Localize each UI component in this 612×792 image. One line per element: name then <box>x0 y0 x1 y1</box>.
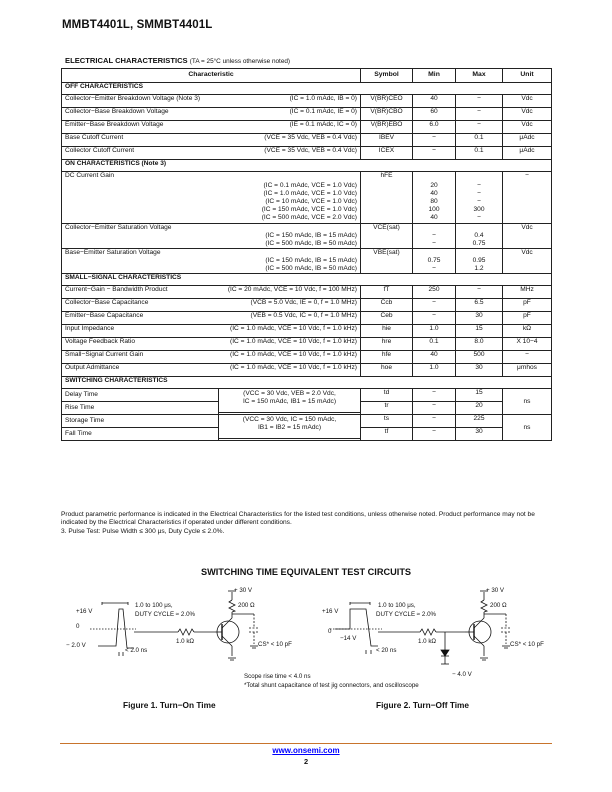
min-value: − <box>432 264 436 272</box>
symbol-cell: hFE <box>361 172 413 224</box>
max-value: 0.4 <box>474 231 484 239</box>
test-condition: (IC = 10 mAdc, VCE = 1.0 Vdc) <box>265 198 357 206</box>
fig2-collector-resistor <box>481 600 487 612</box>
min-cell: − <box>413 312 456 325</box>
fig2-pulse-width: 1.0 to 100 μs, <box>378 602 416 609</box>
min-cell: 40 <box>413 351 456 364</box>
test-condition: (IC = 500 mAdc, IB = 50 mAdc) <box>265 239 357 247</box>
unit-cell: pF <box>503 299 552 312</box>
symbol-cell: V(BR)CEO <box>361 95 413 108</box>
test-condition: (IC = 500 mAdc, IB = 50 mAdc) <box>265 265 357 273</box>
figure-2-labels <box>322 587 544 678</box>
test-condition: (IE = 0.1 mAdc, IC = 0) <box>289 121 357 128</box>
min-cell: − <box>413 415 456 428</box>
fig2-vcc: + 30 V <box>486 587 505 594</box>
min-cell: − <box>413 134 456 147</box>
symbol-cell: V(BR)EBO <box>361 121 413 134</box>
figure-1-labels <box>66 587 419 689</box>
fig1-cs: CS* < 10 pF <box>258 641 292 648</box>
unit-cell: kΩ <box>503 325 552 338</box>
symbol-cell: fT <box>361 286 413 299</box>
symbol-cell: tf <box>361 428 413 441</box>
unit-cell: μmhos <box>503 364 552 377</box>
test-condition: (IC = 1.0 mAdc, VCE = 1.0 Vdc) <box>263 190 357 198</box>
max-cell: − <box>456 108 503 121</box>
test-condition: (IC = 500 mAdc, VCE = 2.0 Vdc) <box>261 214 357 222</box>
test-condition: (IC = 1.0 mAdc, VCE = 10 Vdc, f = 1.0 kHz) <box>230 364 357 372</box>
unit-cell: Vdc <box>503 248 552 273</box>
max-cell: 15 <box>456 325 503 338</box>
symbol-cell: hoe <box>361 364 413 377</box>
test-condition: (IC = 150 mAdc, IB = 15 mAdc) <box>265 256 357 264</box>
fig2-cs: CS* < 10 pF <box>510 641 544 648</box>
characteristic-name: Storage Time <box>65 417 105 425</box>
symbol-cell: VBE(sat) <box>361 248 413 273</box>
section-on-label: ON CHARACTERISTICS (Note 3) <box>62 160 552 172</box>
characteristic-name: Base−Emitter Saturation Voltage <box>65 248 161 256</box>
unit-cell: Vdc <box>503 95 552 108</box>
fig2-fall: < 20 ns <box>376 647 397 654</box>
test-condition: (IC = 150 mAdc, IB = 15 mAdc) <box>265 231 357 239</box>
symbol-cell: ICEX <box>361 147 413 160</box>
min-cell: − <box>413 147 456 160</box>
max-value: − <box>477 190 481 198</box>
switching-condition-text <box>219 390 360 413</box>
characteristic-name: Emitter−Base Capacitance <box>65 312 144 320</box>
fig2-v-high: +16 V <box>322 608 339 615</box>
max-cell: 500 <box>456 351 503 364</box>
min-cell: 60 <box>413 108 456 121</box>
unit-cell: Vdc <box>503 223 552 248</box>
symbol-cell: hie <box>361 325 413 338</box>
max-value: − <box>477 182 481 189</box>
col-max: Max <box>456 69 503 83</box>
characteristic-name: Voltage Feedback Ratio <box>65 338 136 346</box>
symbol-cell: td <box>361 389 413 402</box>
max-cell: 6.5 <box>456 299 503 312</box>
footer-rule <box>60 743 552 744</box>
max-value: 0.95 <box>472 256 486 264</box>
fig1-base-resistor <box>178 629 194 635</box>
fig1-collector-resistor <box>229 600 235 612</box>
max-cell: 0.1 <box>456 134 503 147</box>
min-value: − <box>432 231 436 239</box>
figure-2-caption: Figure 2. Turn−Off Time <box>376 700 470 710</box>
characteristic-name: DC Current Gain <box>65 172 115 179</box>
unit-cell: X 10−4 <box>503 338 552 351</box>
characteristic-name: Emitter−Base Breakdown Voltage <box>65 121 164 128</box>
symbol-cell: hfe <box>361 351 413 364</box>
fig1-pulse-width: 1.0 to 100 μs, <box>135 602 173 609</box>
min-cell: 40 <box>413 95 456 108</box>
symbol-cell: V(BR)CBO <box>361 108 413 121</box>
fig1-rise: < 2.0 ns <box>125 647 148 654</box>
unit-cell: ns <box>503 389 552 415</box>
test-condition: (VCB = 5.0 Vdc, IE = 0, f = 1.0 MHz) <box>250 299 357 307</box>
symbol-cell: tr <box>361 402 413 415</box>
symbol-cell: IBEV <box>361 134 413 147</box>
unit-cell: − <box>503 172 552 224</box>
test-condition: (IC = 20 mAdc, VCE = 10 Vdc, f = 100 MHz) <box>227 286 357 294</box>
symbol-cell: ts <box>361 415 413 428</box>
fig1-v-high: +16 V <box>76 608 93 615</box>
min-value: 40 <box>430 190 438 198</box>
fig2-rc: 200 Ω <box>490 602 507 609</box>
characteristic-name: Output Admittance <box>65 364 120 372</box>
note-3: 3. Pulse Test: Pulse Width ≤ 300 μs, Duty Cycle ≤ 2.0%. <box>61 527 225 535</box>
min-cell: − <box>413 402 456 415</box>
characteristic-name: Collector−Emitter Breakdown Voltage (Note 3) <box>65 95 201 102</box>
test-condition: (IC = 1.0 mAdc, IB = 0) <box>289 95 357 102</box>
fig1-v-low: − 2.0 V <box>66 642 86 649</box>
section-small-signal-label: SMALL−SIGNAL CHARACTERISTICS <box>62 274 552 286</box>
figure-2-circuit <box>330 591 511 664</box>
characteristic-name: Collector Cutoff Current <box>65 147 135 154</box>
test-condition: (IC = 1.0 mAdc, VCE = 10 Vdc, f = 1.0 kHz) <box>230 351 357 359</box>
fig2-base-resistor <box>420 629 436 635</box>
figure-1-caption: Figure 1. Turn−On Time <box>123 700 216 710</box>
test-condition: (VEB = 0.5 Vdc, IC = 0, f = 1.0 MHz) <box>250 312 357 320</box>
characteristic-name: Rise Time <box>65 404 95 412</box>
fig2-duty: DUTY CYCLE ≈ 2.0% <box>376 611 437 618</box>
fig1-input-pulse <box>98 609 134 648</box>
switching-condition-line1: (VCC = 30 Vdc, VEB = 2.0 Vdc, <box>243 390 336 398</box>
min-cell: 250 <box>413 286 456 299</box>
max-cell: 8.0 <box>456 338 503 351</box>
col-symbol: Symbol <box>361 69 413 83</box>
max-cell: 0.1 <box>456 147 503 160</box>
unit-cell: ns <box>503 415 552 441</box>
test-condition: (VCE = 35 Vdc, VEB = 0.4 Vdc) <box>264 134 357 141</box>
col-unit: Unit <box>503 69 552 83</box>
max-cell: 20 <box>456 402 503 415</box>
test-condition: (IC = 150 mAdc, VCE = 1.0 Vdc) <box>261 206 357 214</box>
fig2-vbb: − 4.0 V <box>452 671 472 678</box>
min-cell: 1.0 <box>413 325 456 338</box>
test-condition: (IC = 1.0 mAdc, VCE = 10 Vdc, f = 1.0 kHz) <box>230 325 357 333</box>
characteristic-name: Current−Gain − Bandwidth Product <box>65 286 168 294</box>
switching-condition-line2: IB1 = IB2 = 15 mAdc) <box>257 424 322 432</box>
max-value: 0.75 <box>472 239 486 247</box>
max-cell: − <box>456 286 503 299</box>
unit-cell: Vdc <box>503 108 552 121</box>
figure-1-circuit <box>90 591 259 660</box>
col-min: Min <box>413 69 456 83</box>
min-cell: − <box>413 299 456 312</box>
test-condition: (VCE = 35 Vdc, VEB = 0.4 Vdc) <box>264 147 357 154</box>
symbol-cell: Ceb <box>361 312 413 325</box>
section-switching-label: SWITCHING CHARACTERISTICS <box>62 377 552 389</box>
page-title: MMBT4401L, SMMBT4401L <box>62 19 213 31</box>
max-cell: 30 <box>456 428 503 441</box>
unit-cell: μAdc <box>503 134 552 147</box>
max-value: − <box>477 198 481 206</box>
max-cell: − <box>456 121 503 134</box>
switching-condition-line1: (VCC = 30 Vdc, IC = 150 mAdc, <box>242 416 337 424</box>
symbol-cell: hre <box>361 338 413 351</box>
unit-cell: MHz <box>503 286 552 299</box>
section-off-label: OFF CHARACTERISTICS <box>62 83 552 95</box>
col-characteristic: Characteristic <box>62 69 361 83</box>
symbol-cell: Ccb <box>361 299 413 312</box>
table-title-condition: (TA = 25°C unless otherwise noted) <box>189 58 291 65</box>
fig1-rc: 200 Ω <box>238 602 255 609</box>
max-cell: 15 <box>456 389 503 402</box>
min-value: 100 <box>428 206 440 214</box>
characteristic-name: Input Impedance <box>65 325 115 333</box>
fig1-zero: 0 <box>76 623 80 630</box>
fig1-vcc: + 30 V <box>234 587 253 594</box>
fig1-duty: DUTY CYCLE ≈ 2.0% <box>135 611 196 618</box>
max-cell: − <box>456 95 503 108</box>
min-value: 80 <box>430 198 438 206</box>
fig2-diode <box>441 650 449 656</box>
characteristic-name: Delay Time <box>65 391 98 399</box>
max-cell: 225 <box>456 415 503 428</box>
circuits-title: SWITCHING TIME EQUIVALENT TEST CIRCUITS <box>200 567 412 577</box>
test-condition: (IC = 0.1 mAdc, VCE = 1.0 Vdc) <box>263 182 357 190</box>
table-title: ELECTRICAL CHARACTERISTICS <box>65 56 188 65</box>
characteristic-name: Collector−Emitter Saturation Voltage <box>65 223 172 231</box>
characteristic-name: Base Cutoff Current <box>65 134 124 141</box>
min-value: 0.75 <box>427 256 441 264</box>
min-value: − <box>432 239 436 247</box>
fig1-footnote: *Total shunt capacitance of test jig connectors, and oscilloscope <box>244 682 419 689</box>
switching-condition <box>218 389 360 406</box>
fig2-v-low: −14 V <box>340 635 357 642</box>
characteristic-name: Fall Time <box>65 430 92 438</box>
max-value: − <box>477 214 481 222</box>
switching-condition-line2: IC = 150 mAdc, IB1 = 15 mAdc) <box>242 398 337 406</box>
switching-condition-text <box>219 416 360 439</box>
page-number: 2 <box>303 757 309 766</box>
min-cell: 1.0 <box>413 364 456 377</box>
unit-cell: Vdc <box>503 121 552 134</box>
fig1-rb: 1.0 kΩ <box>176 638 195 645</box>
min-value: 40 <box>430 214 438 222</box>
max-cell: 30 <box>456 364 503 377</box>
min-cell: − <box>413 389 456 402</box>
max-value: 300 <box>473 206 485 214</box>
max-cell: 30 <box>456 312 503 325</box>
switching-condition <box>218 415 360 432</box>
fig1-scope: Scope rise time < 4.0 ns <box>244 673 311 680</box>
test-condition: (IC = 0.1 mAdc, IE = 0) <box>289 108 357 115</box>
min-cell: 0.1 <box>413 338 456 351</box>
test-condition: (IC = 1.0 mAdc, VCE = 10 Vdc, f = 1.0 kHz) <box>230 338 357 346</box>
fig2-zero: 0 <box>328 628 332 635</box>
unit-cell: pF <box>503 312 552 325</box>
min-cell: − <box>413 428 456 441</box>
unit-cell: − <box>503 351 552 364</box>
fig2-rb: 1.0 kΩ <box>418 638 437 645</box>
footer-link[interactable]: www.onsemi.com <box>272 746 340 755</box>
characteristic-name: Small−Signal Current Gain <box>65 351 144 359</box>
min-value: 20 <box>430 182 438 189</box>
note-parametric: Product parametric performance is indicated in the Electrical Characteristics for the listed test conditions, unless otherwise noted. Product performance may not be indicated by the Electrical Characteristics if operated under different conditions. <box>61 511 535 527</box>
characteristic-name: Collector−Base Capacitance <box>65 299 149 307</box>
symbol-cell: VCE(sat) <box>361 223 413 248</box>
characteristic-name: Collector−Base Breakdown Voltage <box>65 108 169 115</box>
min-cell: 6.0 <box>413 121 456 134</box>
max-value: 1.2 <box>474 264 484 272</box>
unit-cell: μAdc <box>503 147 552 160</box>
